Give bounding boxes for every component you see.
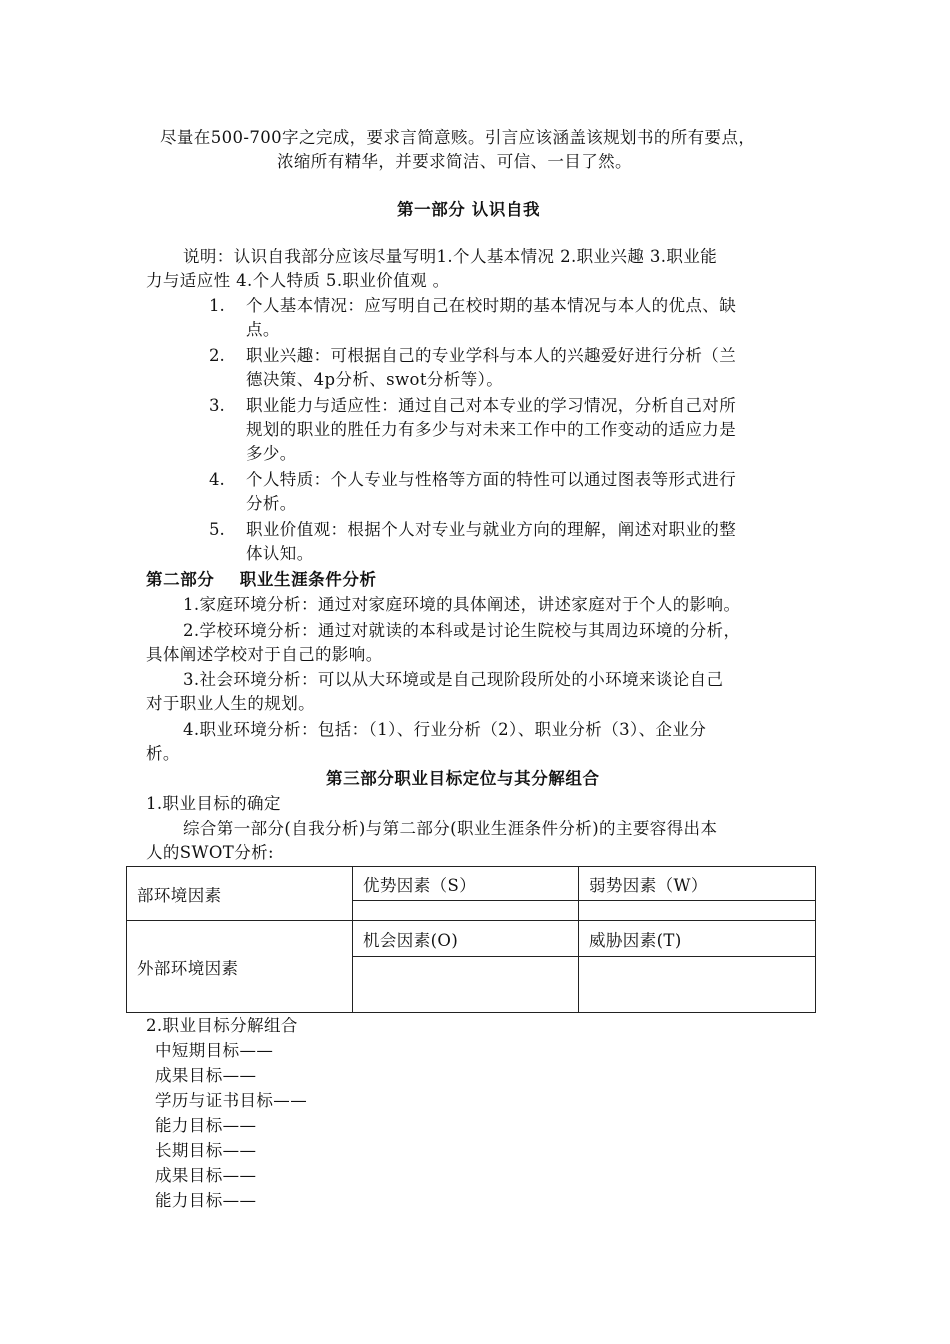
part2-paragraph-3-line-1: 3.社会环境分析：可以从大环境或是自己现阶段所处的小环境来谈论自己 — [183, 670, 724, 689]
list-item-text: 德决策、4p分析、swot分析等）。 — [246, 370, 504, 389]
part3-paragraph-line-2: 人的SWOT分析: — [146, 843, 274, 862]
goal-item: 成果目标—— — [155, 1066, 257, 1085]
list-item-text: 职业兴趣：可根据自己的专业学科与本人的兴趣爱好进行分析（兰 — [246, 346, 737, 365]
goal-item: 能力目标—— — [155, 1116, 257, 1135]
goal-item: 长期目标—— — [155, 1141, 257, 1160]
part2-paragraph-4-line-1: 4.职业环境分析：包括：（1）、行业分析（2）、职业分析（3）、企业分 — [183, 720, 707, 739]
swot-opportunity-cell — [353, 957, 579, 1013]
list-item-number: 2. — [209, 346, 225, 365]
list-item-text: 职业价值观：根据个人对专业与就业方向的理解，阐述对职业的整 — [246, 520, 737, 539]
list-item-text: 体认知。 — [246, 544, 314, 563]
goal-item: 中短期目标—— — [155, 1041, 274, 1060]
list-item-number: 5. — [209, 520, 225, 539]
list-item-text: 点。 — [246, 320, 280, 339]
list-item-text: 分析。 — [246, 494, 297, 513]
intro-line-1: 尽量在500-700字之完成，要求言简意赅。引言应该涵盖该规划书的所有要点， — [160, 128, 756, 147]
goal-item: 成果目标—— — [155, 1166, 257, 1185]
part3-paragraph-line-1: 综合第一部分(自我分析)与第二部分(职业生涯条件分析)的主要容得出本 — [183, 819, 718, 838]
part2-paragraph-2-line-1: 2.学校环境分析：通过对就读的本科或是讨论生院校与其周边环境的分析， — [183, 621, 741, 640]
list-item-number: 1. — [209, 296, 225, 315]
swot-threat-header: 威胁因素(T) — [579, 921, 816, 957]
list-item-number: 3. — [209, 396, 225, 415]
list-item-text: 规划的职业的胜任力有多少与对未来工作中的工作变动的适应力是 — [246, 420, 737, 439]
list-item-number: 4. — [209, 470, 225, 489]
part2-paragraph-3-line-2: 对于职业人生的规划。 — [146, 694, 315, 713]
swot-opportunity-header: 机会因素(O) — [353, 921, 579, 957]
list-item-text: 多少。 — [246, 444, 297, 463]
swot-threat-cell — [579, 957, 816, 1013]
list-item-text: 职业能力与适应性：通过自己对本专业的学习情况，分析自己对所 — [246, 396, 737, 415]
intro-line-2: 浓缩所有精华，并要求简洁、可信、一目了然。 — [277, 152, 632, 171]
part2-paragraph-2-line-2: 具体阐述学校对于自己的影响。 — [146, 645, 383, 664]
part1-title: 第一部分 认识自我 — [397, 200, 541, 219]
swot-external-label: 外部环境因素 — [127, 921, 353, 1013]
swot-weakness-cell — [579, 901, 816, 921]
goal-item: 学历与证书目标—— — [155, 1091, 308, 1110]
list-item-text: 个人基本情况：应写明自己在校时期的基本情况与本人的优点、缺 — [246, 296, 737, 315]
part2-paragraph-4-line-2: 析。 — [146, 744, 180, 763]
goal-item: 能力目标—— — [155, 1191, 257, 1210]
swot-internal-label: 部环境因素 — [127, 867, 353, 921]
swot-weakness-header: 弱势因素（W） — [579, 867, 816, 901]
swot-strength-header: 优势因素（S） — [353, 867, 579, 901]
swot-table — [126, 866, 816, 1013]
part1-desc-line-1: 说明：认识自我部分应该尽量写明1.个人基本情况 2.职业兴趣 3.职业能 — [183, 247, 718, 266]
part3-subheading-1: 1.职业目标的确定 — [146, 794, 281, 813]
part2-paragraph-1: 1.家庭环境分析：通过对家庭环境的具体阐述，讲述家庭对于个人的影响。 — [183, 595, 741, 614]
part3-subheading-2: 2.职业目标分解组合 — [146, 1016, 298, 1035]
list-item-text: 个人特质：个人专业与性格等方面的特性可以通过图表等形式进行 — [246, 470, 737, 489]
part3-title: 第三部分职业目标定位与其分解组合 — [326, 769, 600, 788]
swot-strength-cell — [353, 901, 579, 921]
part2-title: 第二部分 职业生涯条件分析 — [146, 570, 377, 589]
part1-desc-line-2: 力与适应性 4.个人特质 5.职业价值观 。 — [146, 271, 450, 290]
